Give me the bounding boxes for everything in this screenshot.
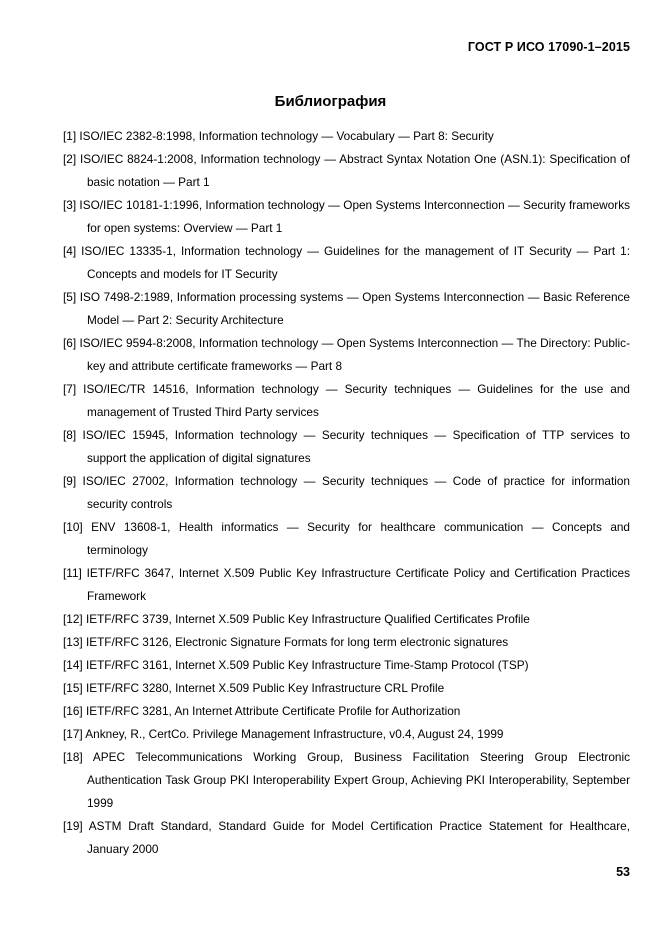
reference-item: [7] ISO/IEC/TR 14516, Information technology — Security techniques — Guidelines for the use and management of Trusted Third Party services (63, 382, 630, 419)
reference-item: [16] IETF/RFC 3281, An Internet Attribute Certificate Profile for Authorization (63, 704, 461, 718)
reference-item: [14] IETF/RFC 3161, Internet X.509 Public Key Infrastructure Time-Stamp Protocol (TSP) (63, 658, 529, 672)
reference-item: [12] IETF/RFC 3739, Internet X.509 Public Key Infrastructure Qualified Certificates Profile (63, 612, 530, 626)
reference-item: [5] ISO 7498-2:1989, Information processing systems — Open Systems Interconnection — Basic Reference Model — Part 2: Security Architecture (63, 290, 630, 327)
reference-item: [10] ENV 13608-1, Health informatics — Security for healthcare communication — Concepts and terminology (63, 520, 630, 557)
reference-item: [2] ISO/IEC 8824-1:2008, Information technology — Abstract Syntax Notation One (ASN.1): Specification of basic notation — Part 1 (63, 152, 630, 189)
reference-item: [17] Ankney, R., CertCo. Privilege Management Infrastructure, v0.4, August 24, 1999 (63, 727, 504, 741)
reference-item: [11] IETF/RFC 3647, Internet X.509 Public Key Infrastructure Certificate Policy and Certification Practices Framework (63, 566, 630, 603)
reference-item: [18] APEC Telecommunications Working Group, Business Facilitation Steering Group Electronic Authentication Task Group PKI Interoperability Expert Group, Achieving PKI Interoperability, September 1999 (63, 750, 630, 810)
reference-item: [8] ISO/IEC 15945, Information technology — Security techniques — Specification of TTP services to support the application of digital signatures (63, 428, 630, 465)
bibliography-list (63, 125, 630, 861)
reference-item: [3] ISO/IEC 10181-1:1996, Information technology — Open Systems Interconnection — Security frameworks for open systems: Overview — Part 1 (63, 198, 630, 235)
reference-item: [19] ASTM Draft Standard, Standard Guide for Model Certification Practice Statement for Healthcare, January 2000 (63, 819, 630, 856)
reference-item: [4] ISO/IEC 13335-1, Information technology — Guidelines for the management of IT Security — Part 1: Concepts and models for IT Security (63, 244, 630, 281)
document-standard-header: ГОСТ Р ИСО 17090-1–2015 (467, 40, 630, 54)
page-number: 53 (616, 865, 630, 879)
reference-item: [6] ISO/IEC 9594-8:2008, Information technology — Open Systems Interconnection — The Directory: Public-key and attribute certificate frameworks — Part 8 (63, 336, 630, 373)
reference-item: [13] IETF/RFC 3126, Electronic Signature Formats for long term electronic signatures (63, 635, 509, 649)
page-title: Библиография (274, 93, 387, 110)
reference-item: [15] IETF/RFC 3280, Internet X.509 Public Key Infrastructure CRL Profile (63, 681, 445, 695)
reference-item: [9] ISO/IEC 27002, Information technology — Security techniques — Code of practice for information security controls (63, 474, 630, 511)
reference-item: [1] ISO/IEC 2382-8:1998, Information technology — Vocabulary — Part 8: Security (63, 129, 494, 143)
